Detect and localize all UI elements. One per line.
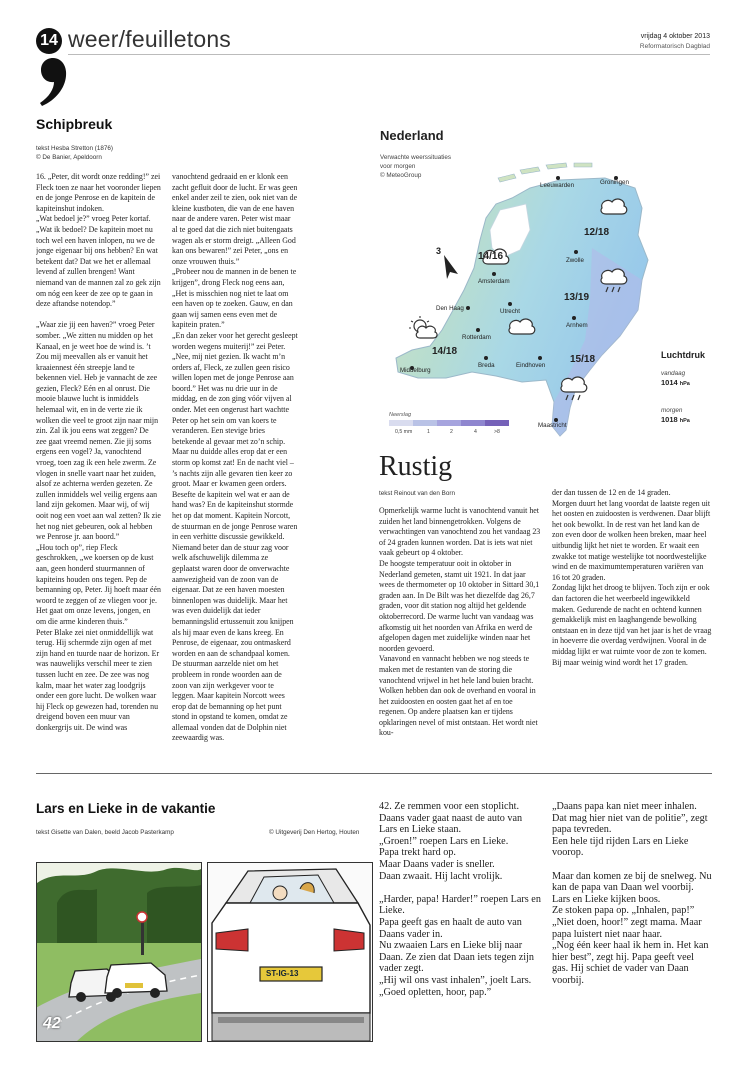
city-label: Amsterdam xyxy=(478,278,510,285)
precipitation-legend-bar xyxy=(389,420,509,426)
weather-article-byline: tekst Reinout van den Born xyxy=(379,490,455,497)
feuilleton-publisher: © De Banier, Apeldoorn xyxy=(36,154,102,161)
cloud-icon xyxy=(601,199,627,214)
city-label: Groningen xyxy=(600,179,629,186)
legend-value: 1 xyxy=(427,429,430,435)
legend-value: 4 xyxy=(474,429,477,435)
issue-date: vrijdag 4 oktober 2013 xyxy=(640,33,710,40)
city-label: Rotterdam xyxy=(462,334,491,341)
comic-text-column-1: 42. Ze remmen voor een stoplicht. Daans vader gaat naast de auto van Lars en Lieke staan. „Groen!” roepen Lars en Lieke. Papa trekt hard op. Maar Daans vader is sneller. Daan zwaait. Hij lacht vrolijk. „Harder, papa! Harder!” roepen Lars en Lieke. Papa geeft gas en haalt de auto van Daans vader in. Nu zwaaien Lars en Lieke blij naar Daan. Ze zien dat Daan iets tegen zijn vader zegt. „Hij wil ons vast inhalen”, joelt Lars. „Goed opletten, hoor, pap.” xyxy=(379,801,541,998)
comma-ornament xyxy=(36,54,70,108)
comic-copyright: © Uitgeverij Den Hertog, Houten xyxy=(269,829,360,836)
city-label: Zwolle xyxy=(566,257,584,264)
comic-panel-number: 42 xyxy=(43,1015,61,1032)
temp-label: 13/19 xyxy=(564,292,590,303)
legend-swatch xyxy=(437,420,461,426)
temp-label: 15/18 xyxy=(570,354,596,365)
temp-label: 14/18 xyxy=(432,346,458,357)
comic-panel-car xyxy=(207,862,373,1042)
legend-value: >8 xyxy=(494,429,500,435)
weather-map-source: © MeteoGroup xyxy=(380,172,422,179)
weather-map-subtitle-2: voor morgen xyxy=(380,163,416,170)
comic-title: Lars en Lieke in de vakantie xyxy=(36,801,216,816)
newspaper-name: Reformatorisch Dagblad xyxy=(639,43,710,50)
weather-column-1: Opmerkelijk warme lucht is vanochtend vanuit het zuiden het land binnengetrokken. Volgens de verwachtingen van vanochtend zou het vandaag 23 of 24 graden kunnen worden. Dat is iets wat niet vaak gebeurt op 4 oktober. De hoogste temperatuur ooit in oktober in Nederland gemeten, stamt uit 1921. In dat jaar wees de thermometer op 10 oktober in Sittard 30,1 graden aan. In De Bilt was het diezelfde dag 26,7 graden, voor dit station nog altijd het geldende oktoberrecord. De warme lucht van vandaag was afkomstig uit het noorden van Afrika en werd de afgelopen dagen met zuidelijke winden naar het noorden gevoerd. Vanavond en vannacht hebben we nog steeds te maken met de restanten van de storing die vanochtend vrijwel in het hele land buien bracht. Wolken hebben dan ook de overhand en vooral in het zuidoosten en oosten gaat het af en toe regenen. Op andere plaatsen kan er tijdens opklaringen nevel of mist ontstaan. Het wordt niet kou- xyxy=(379,506,541,738)
temp-label: 12/18 xyxy=(584,227,610,238)
pressure-title: Luchtdruk xyxy=(661,350,705,360)
pressure-tomorrow-value: 1018 xyxy=(661,415,678,424)
section-divider xyxy=(36,773,712,774)
city-label: Maastricht xyxy=(538,422,567,429)
temp-label: 14/16 xyxy=(478,251,504,262)
city-label: Eindhoven xyxy=(516,362,546,369)
wind-arrow xyxy=(444,255,458,279)
legend-value: 0,5 mm xyxy=(395,429,413,435)
pressure-tomorrow-label: morgen xyxy=(661,407,683,414)
weather-article-title: Rustig xyxy=(379,451,453,482)
feuilleton-column-1: 16. „Peter, dit wordt onze redding!” zei Fleck toen ze naar het vooronder liepen en de jonge Penrose en de kapitein de kapiteinshut indoken. „Wat bedoel je?” vroeg Peter kortaf. „Wat ik bedoel? De kapitein moet nu toch wel een haven inlopen, nu we de jonge eigenaar bij ons hebben? En wat betekent dat? Dat we het er allemaal levend af zullen brengen! Want niemand van de mannen zal zo gek zijn om nóg een keer de zee op te gaan in deze aftandse notendop.” „Waar zie jij een haven?” vroeg Peter somber. „We zitten nu midden op het Kanaal, en je weet hoe de wind is. ’t Zou mij meevallen als er vanuit het kraaiennest één streepje land te bekennen viel. Heb je vannacht de zee gezien, Fleck? Eén en al onrust. Die mooie blauwe lucht is inmiddels helemaal wit, en in de verte zie ik wolken die veel te groot zijn naar mijn zin. Zal ik jou eens wat zeggen? De zee gaat vreemd nemen. Zie jij soms ergens een vogel? Ja, vanochtend vroeg, toen zag ik een hele zwerm. Ze vlogen in snelle vaart naar het zuiden, alsof ze achterna werden gezeten. Ze zullen inmiddels wel veilig ergens aan land zijn gekomen. Maar wij, of wij ooit nog een voet aan wal zetten? Ik zie het nog niet gebeuren, ook al hebben we Penrose jr. aan boord.” „Hou toch op”, riep Fleck geschrokken, „we koersen op de kust aan, geen honderd stuurmannen of kapiteins houden ons tegen. Pep de bemanning op, Peter. Jij hoeft maar één woord te zeggen of ze vliegen voor je. Het gaat om onze levens, jongen, en om die arme kinderen thuis.” Peter Blake zei niet onmiddellijk wat terug. Hij schermde zijn ogen af met zijn hand en tuurde naar de horizon. Er was nauwelijks verschil meer te zien tussen lucht en zee. De zee was nog kalm, maar het water zag loodgrijs onder een gore lucht. De wolken waar hij Fleck op gewezen had, torenden nu dreigend boven een muur van donkergrijs uit. De wind was xyxy=(36,172,161,732)
sun-cloud-icon xyxy=(409,316,437,338)
feuilleton-byline: tekst Hesba Stretton (1876) xyxy=(36,145,114,152)
pressure-unit: hPa xyxy=(679,418,690,424)
feuilleton-column-2: vanochtend gedraaid en er klonk een zacht gefluit door de lucht. Er was geen enkel ander zeil te zien, ook niet van de kleine kustboten, die van de ene haven naar de andere varen. Peter wist maar al te goed dat die zich niet buitengaats wagen als er storm dreigt. „Alleen God kan ons bewaren!” zei Peter, „ons en onze vrouwen thuis.” „Probeer nou de mannen in de benen te krijgen”, drong Fleck nog eens aan, „Het is misschien nog niet te laat om een haven op te zoeken. Gauw, en dan gaan wij samen eens even met de kapitein praten.” „En dan zeker voor het gerecht gesleept worden wegens muiterij!” zei Peter. „Nee, mij niet gezien. Ik wacht m’n orders af, Fleck, ze zullen geen risico willen lopen met de jonge Penrose aan boord.” Het was nu drie uur in de middag, en de zon ging vóór vijven al onder. Met een ongerust hart wachtte Peter op het sein om van koers te veranderen. Een stevige bries betekende al gevaar met zo’n schip. Maar nu duidde alles erop dat er een storm op komst zat! En de nacht viel – ’s nachts zijn alle gevaren tien keer zo groot. Maar er kwamen geen orders. Besefte de kapitein wel wat er aan de hand was? En de kapiteinshut stormde het op dat moment. Kapitein Norcott, de stuurman en de jonge Penrose waren in een verhitte discussie gewikkeld. Niemand beter dan de stuur zag voor welk afschuwelijk dilemma ze geplaatst waren door de onverwachte aanwezigheid van de zoon van de eigenaar. Dat ze een haven moesten binnenlopen was duidelijk. Maar het was even duidelijk dat ieder bemanningslid ertussenuit zou knijpen als hij maar even de kans kreeg. En Penrose, de eigenaar, zou ontmaskerd worden en aan de schandpaal komen. De stuurman aarzelde niet om het probleem in ronde woorden aan de zoon van zijn werkgever voor te leggen. Maar kapitein Norcott wees erop dat de bemanning op het punt stond in opstand te komen, omdat ze allemaal vonden dat de Dolphin niet zeewaardig was. xyxy=(172,172,298,743)
comic-credits: tekst Gisette van Dalen, beeld Jacob Pasterkamp xyxy=(36,829,174,836)
legend-swatch xyxy=(389,420,413,426)
city-label: Middelburg xyxy=(400,367,431,374)
netherlands-map xyxy=(380,140,650,450)
city-label: Den Haag xyxy=(436,305,464,312)
city-label: Breda xyxy=(478,362,495,369)
wind-force-label: 3 xyxy=(436,246,442,256)
legend-swatch xyxy=(485,420,509,426)
section-title: weer/feuilletons xyxy=(68,26,232,52)
weather-map-title: Nederland xyxy=(380,128,444,143)
precipitation-legend-title: Neerslag xyxy=(389,412,412,418)
cloud-icon xyxy=(509,319,535,334)
feuilleton-title: Schipbreuk xyxy=(36,116,113,132)
pressure-unit: hPa xyxy=(679,381,690,387)
header-rule xyxy=(68,54,710,55)
legend-swatch xyxy=(461,420,485,426)
license-plate: ST-IG-13 xyxy=(266,969,299,978)
weather-column-2: der dan tussen de 12 en de 14 graden. Morgen duurt het lang voordat de laatste regen uit het oosten en zuidoosten is verdwenen. Daar blijft het ook bewolkt. In de rest van het land kan de zon even door de wolken heen breken, maar heel uitbundig lijkt het niet te worden. Er waait een zwakke tot matige westelijke tot noordwestelijke wind en de maximumtemperaturen variëren van 16 tot 20 graden. Zondag lijkt het droog te blijven. Toch zijn er ook dan factoren die het weerbeeld ingewikkeld maken. Gedurende de nacht en ochtend kunnen gemakkelijk mist en laaghangende bewolking ontstaan en in deze tijd van het jaar is het de vraag in hoeverre die overdag verdwijnen. Vooral in de middag lijkt er wat ruimte voor de zon te komen. Bij maar weinig wind wordt het 17 graden. xyxy=(552,488,712,667)
legend-value: 2 xyxy=(450,429,453,435)
city-label: Arnhem xyxy=(566,322,588,329)
comic-panel-road xyxy=(36,862,202,1042)
pressure-today-label: vandaag xyxy=(661,370,686,377)
legend-swatch xyxy=(413,420,437,426)
page-number: 14 xyxy=(36,28,62,54)
city-label: Leeuwarden xyxy=(540,182,575,189)
comic-text-column-2: „Daans papa kan niet meer inhalen. Dat mag hier niet van de politie”, zegt papa tevreden. Een hele tijd rijden Lars en Lieke voorop. Maar dan komen ze bij de snelweg. Nu kan de papa van Daan wel voorbij. Lars en Lieke kijken boos. Ze stoken papa op. „Inhalen, pap!” „Niet doen, hoor!” zegt mama. Maar papa luistert niet naar haar. „Nog één keer haal ik hem in. Het kan hier best”, zegt hij. Papa geeft veel gas. Hij schiet de vader van Daan voorbij. xyxy=(552,801,712,986)
pressure-today-value: 1014 xyxy=(661,378,678,387)
city-label: Utrecht xyxy=(500,308,520,315)
weather-map-subtitle: Verwachte weerssituaties xyxy=(380,154,452,161)
